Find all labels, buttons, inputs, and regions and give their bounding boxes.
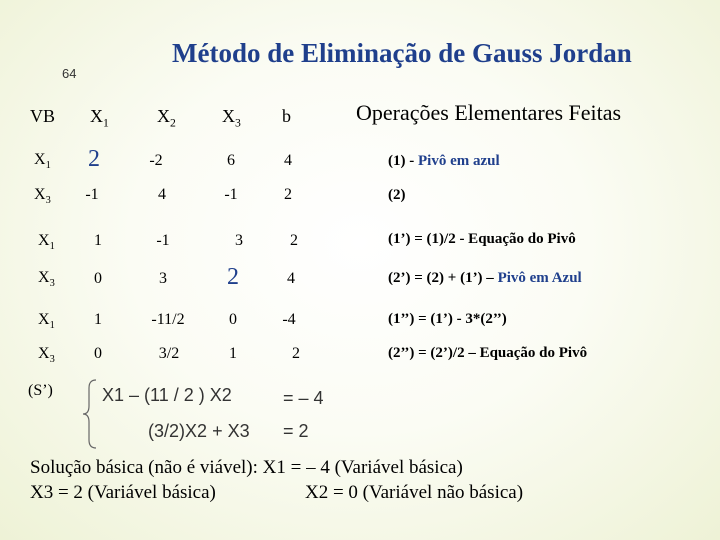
matrix-cell: -4	[282, 311, 296, 328]
operation-text: (2’) = (2) + (1’) – Pivô em Azul	[388, 270, 582, 286]
system-brace	[82, 378, 98, 450]
solution-line-2a: X3 = 2 (Variável básica)	[30, 482, 216, 503]
equation-2-rhs: = 2	[283, 421, 309, 441]
operation-text: (2’’) = (2’)/2 – Equação do Pivô	[388, 345, 588, 361]
matrix-cell: 3	[235, 232, 243, 249]
matrix-cell: -1	[156, 232, 170, 249]
row-label: $X_1$	[38, 232, 55, 253]
matrix-cell: -1	[224, 186, 238, 203]
matrix-cell: 1	[94, 311, 102, 328]
matrix-cell: 4	[284, 152, 292, 169]
row-label: $X_3$	[38, 269, 55, 290]
system-label: (S’)	[28, 382, 53, 399]
slide-title: Método de Eliminação de Gauss Jordan	[172, 38, 632, 68]
pivot-cell: 2	[88, 146, 100, 172]
matrix-cell: 3/2	[158, 345, 180, 362]
matrix-cell: 1	[94, 232, 102, 249]
slide-number: 64	[62, 66, 77, 81]
matrix-cell: 2	[290, 232, 298, 249]
header-b: b	[282, 106, 291, 126]
header-x2: $X_2$	[157, 106, 176, 130]
pivot-cell: 2	[227, 264, 239, 290]
matrix-cell: 4	[158, 186, 166, 203]
matrix-cell: 2	[284, 186, 292, 203]
matrix-cell: 0	[229, 311, 237, 328]
matrix-cell: -1	[85, 186, 99, 203]
operation-text: (1) - Pivô em azul	[388, 153, 500, 169]
matrix-cell: 6	[227, 152, 235, 169]
solution-line-1: Solução básica (não é viável): X1 = – 4 (Variável básica)	[30, 457, 463, 478]
operations-header: Operações Elementares Feitas	[356, 100, 622, 125]
operation-text: (1’) = (1)/2 - Equação do Pivô	[388, 231, 576, 247]
matrix-cell: 4	[287, 270, 295, 287]
row-label: $X_1$	[34, 151, 51, 172]
operation-text: (2)	[388, 187, 406, 203]
equation-2: (3/2)X2 + X3	[148, 421, 250, 441]
matrix-cell: 0	[94, 345, 102, 362]
matrix-cell: 1	[229, 345, 237, 362]
matrix-cell: 3	[159, 270, 167, 287]
row-label: $X_3$	[38, 345, 55, 366]
matrix-cell: -2	[149, 152, 163, 169]
row-label: $X_1$	[38, 311, 55, 332]
matrix-cell: 2	[292, 345, 300, 362]
header-x1: $X_1$	[90, 106, 109, 130]
equation-1: X1 – (11 / 2 ) X2	[102, 385, 232, 405]
header-x3: $X_3$	[222, 106, 241, 130]
matrix-cell: -11/2	[151, 311, 185, 328]
row-label: $X_3$	[34, 186, 51, 207]
solution-line-2b: X2 = 0 (Variável não básica)	[305, 482, 524, 503]
operation-text: (1’’) = (1’) - 3*(2’’)	[388, 311, 507, 327]
header-vb: VB	[30, 106, 56, 126]
matrix-cell: 0	[94, 270, 102, 287]
equation-1-rhs: = – 4	[283, 388, 324, 408]
